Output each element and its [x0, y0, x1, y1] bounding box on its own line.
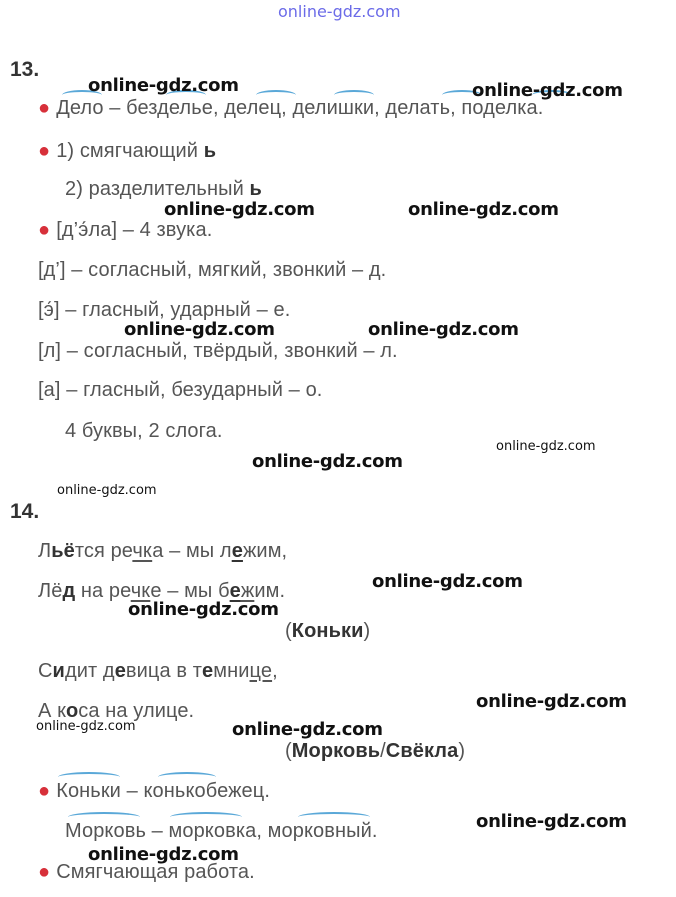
word-family-line: ● Дело – безделье, делец, делишки, делать, поделка. — [38, 97, 544, 119]
task-13-number: 13. — [10, 58, 40, 81]
bullet: ● — [38, 97, 51, 119]
riddle-2-line-1: Сидит девица в темнице, — [38, 660, 278, 682]
answer-1: (Коньки) — [285, 620, 371, 642]
watermark: online-gdz.com — [476, 691, 627, 712]
summary: 4 буквы, 2 слога. — [65, 420, 223, 442]
watermark: online-gdz.com — [408, 199, 559, 220]
watermark: online-gdz.com — [88, 75, 239, 96]
riddle-1-line-2: Лёд на речке – мы бежим. — [38, 580, 286, 602]
watermark: online-gdz.com — [88, 844, 239, 865]
bullet: ● — [38, 140, 51, 162]
task-14-number: 14. — [10, 500, 40, 523]
bullet: ● — [38, 780, 51, 802]
sound-line-2: [э́] – гласный, ударный – е. — [38, 299, 291, 321]
sound-line-4: [а] – гласный, безударный – о. — [38, 379, 323, 401]
watermark: online-gdz.com — [472, 80, 623, 101]
bullet: ● — [38, 219, 51, 241]
bullet: ● — [38, 861, 51, 883]
sound-line-1: [д’] – согласный, мягкий, звонкий – д. — [38, 259, 387, 281]
watermark: online-gdz.com — [124, 319, 275, 340]
watermark: online-gdz.com — [164, 199, 315, 220]
answer-2: (Морковь/Свёкла) — [285, 740, 466, 762]
watermark: online-gdz.com — [476, 811, 627, 832]
watermark: online-gdz.com — [252, 451, 403, 472]
word-family-carrot: Морковь – морковка, морковный. — [65, 820, 378, 842]
watermark: online-gdz.com — [496, 439, 596, 454]
top-watermark: online-gdz.com — [278, 2, 401, 21]
sound-line-3: [л] – согласный, твёрдый, звонкий – л. — [38, 340, 398, 362]
watermark: online-gdz.com — [36, 719, 136, 734]
watermark: online-gdz.com — [57, 483, 157, 498]
transcription: ● [д’э́ла] – 4 звука. — [38, 219, 213, 241]
soft-sign-item-1: ● 1) смягчающий ь — [38, 140, 217, 162]
riddle-1-line-1: Льётся речка – мы лежим, — [38, 540, 288, 562]
soft-sign-item-2: 2) разделительный ь — [65, 178, 262, 200]
word-family-skates: ● Коньки – конькобежец. — [38, 780, 270, 802]
conclusion: ● Смягчающая работа. — [38, 861, 255, 883]
watermark: online-gdz.com — [128, 599, 279, 620]
riddle-2-line-2: А коса на улице. — [38, 700, 195, 722]
watermark: online-gdz.com — [368, 319, 519, 340]
watermark: online-gdz.com — [232, 719, 383, 740]
watermark: online-gdz.com — [372, 571, 523, 592]
